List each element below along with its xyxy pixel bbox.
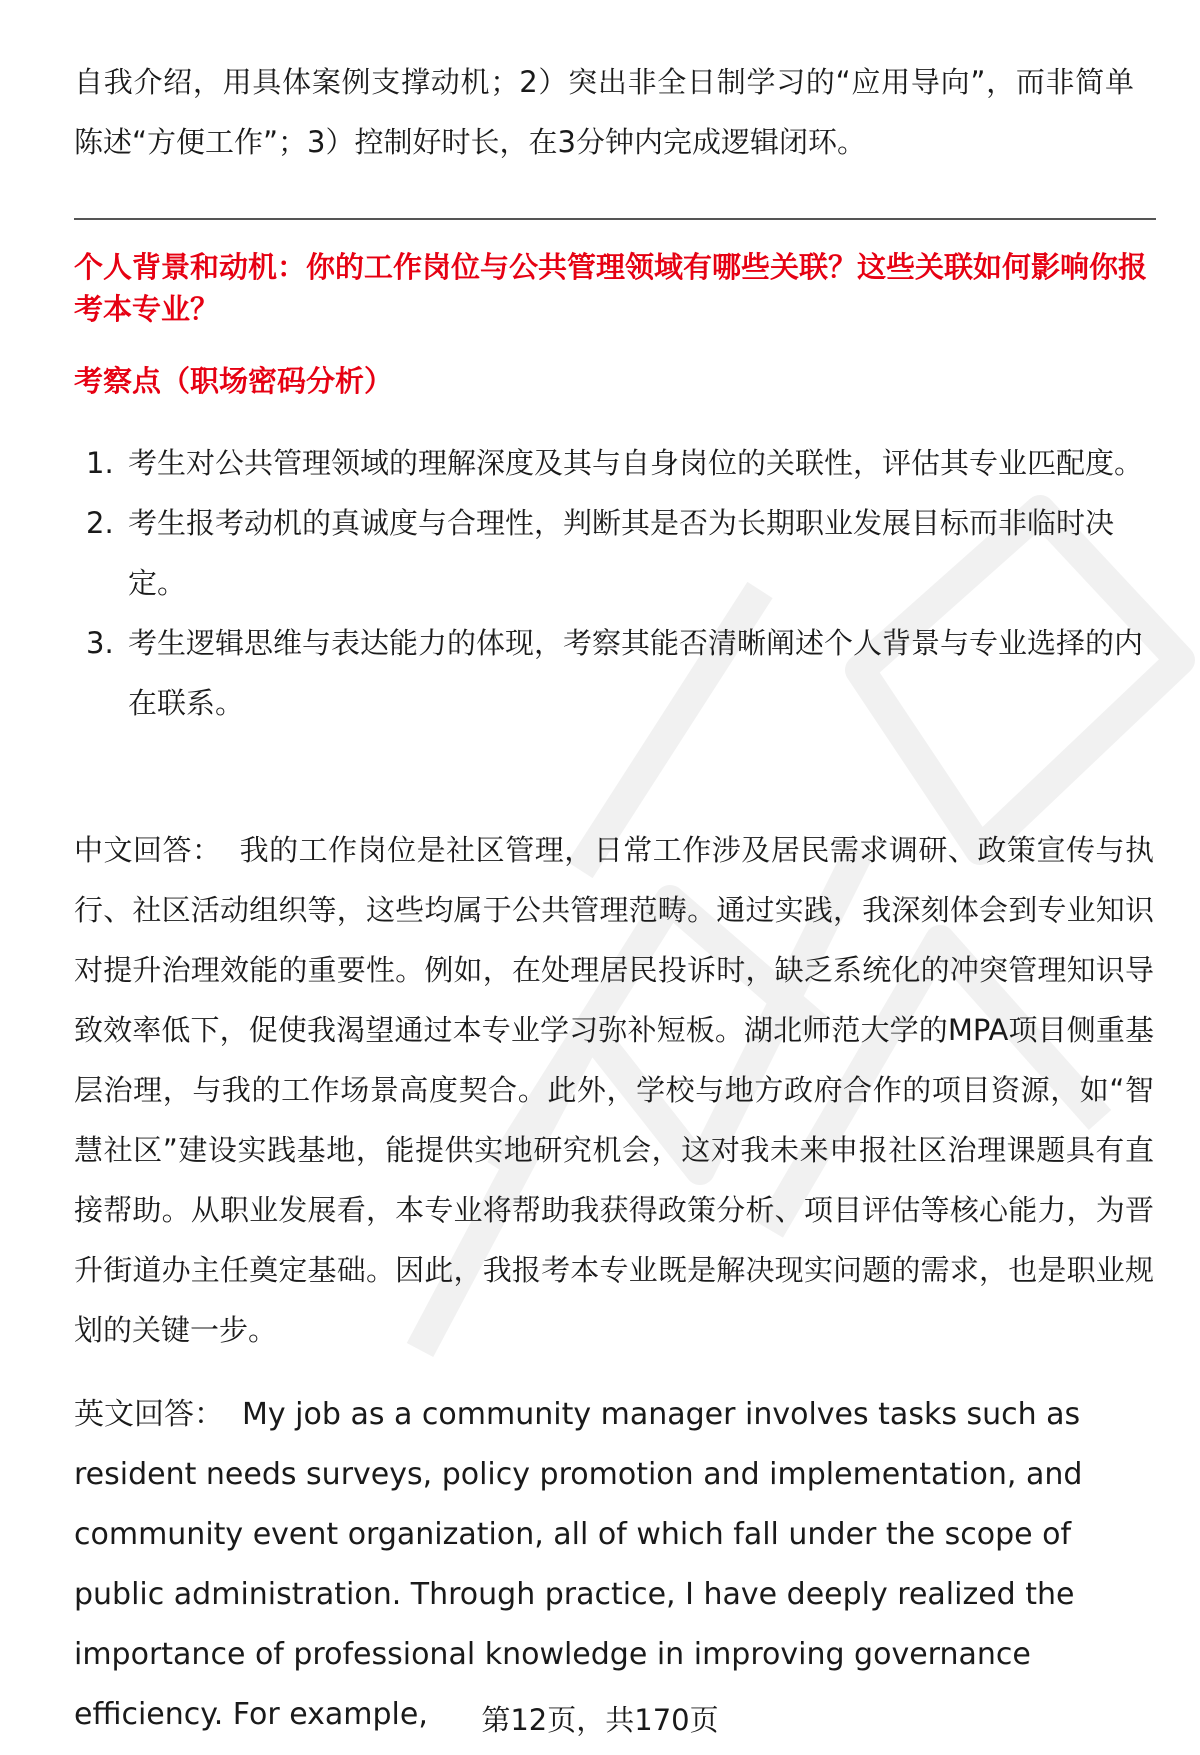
english-answer-label: 英文回答： bbox=[74, 1397, 224, 1432]
chinese-answer-label: 中文回答： bbox=[74, 833, 222, 867]
chinese-answer-text: 我的工作岗位是社区管理，日常工作涉及居民需求调研、政策宣传与执行、社区活动组织等，这些均属于公共管理范畴。通过实践，我深刻体会到专业知识对提升治理效能的重要性。例如，在处理居民投诉时，缺乏系统化的冲突管理知识导致效率低下，促使我渴望通过本专业学习弥补短板。湖北师范大学的MPA项目侧重基层治理，与我的工作场景高度契合。此外，学校与地方政府合作的项目资源，如“智慧社区”建设实践基地，能提供实地研究机会，这对我未来申报社区治理课题具有直接帮助。从职业发展看，本专业将帮助我获得政策分析、项目评估等核心能力，为晋升街道办主任奠定基础。因此，我报考本专业既是解决现实问题的需求，也是职业规划的关键一步。 bbox=[74, 833, 1154, 1347]
english-answer-text: My job as a community manager involves tasks such as resident needs surveys, policy promotion and implementation, and community event organization, all of which fall under the scope of public administration. Through practice, I have deeply realized the importance of professional knowledge in improving governance efficiency. For example, bbox=[74, 1397, 1083, 1732]
list-number: 3. bbox=[86, 626, 114, 660]
list-item bbox=[74, 433, 1154, 493]
question-heading: 个人背景和动机：你的工作岗位与公共管理领域有哪些关联？这些关联如何影响你报考本专业？ bbox=[74, 250, 1148, 326]
list-item bbox=[74, 613, 1154, 733]
assessment-heading: 考察点（职场密码分析） bbox=[74, 364, 394, 398]
list-number: 1. bbox=[86, 446, 114, 480]
list-item-text: 考生对公共管理领域的理解深度及其与自身岗位的关联性，评估其专业匹配度。 bbox=[128, 446, 1144, 480]
english-answer bbox=[74, 1385, 1154, 1745]
page-footer: 第12页，共170页 bbox=[481, 1703, 719, 1737]
chinese-answer bbox=[74, 820, 1154, 1360]
assessment-list bbox=[74, 433, 1154, 733]
list-number: 2. bbox=[86, 506, 114, 540]
section-divider bbox=[74, 218, 1156, 220]
list-item bbox=[74, 493, 1154, 613]
intro-paragraph: 自我介绍，用具体案例支撑动机；2）突出非全日制学习的“应用导向”，而非简单陈述“方便工作”；3）控制好时长，在3分钟内完成逻辑闭环。 bbox=[74, 65, 1135, 159]
list-item-text: 考生报考动机的真诚度与合理性，判断其是否为长期职业发展目标而非临时决定。 bbox=[128, 506, 1115, 600]
list-item-text: 考生逻辑思维与表达能力的体现，考察其能否清晰阐述个人背景与专业选择的内在联系。 bbox=[128, 626, 1144, 720]
